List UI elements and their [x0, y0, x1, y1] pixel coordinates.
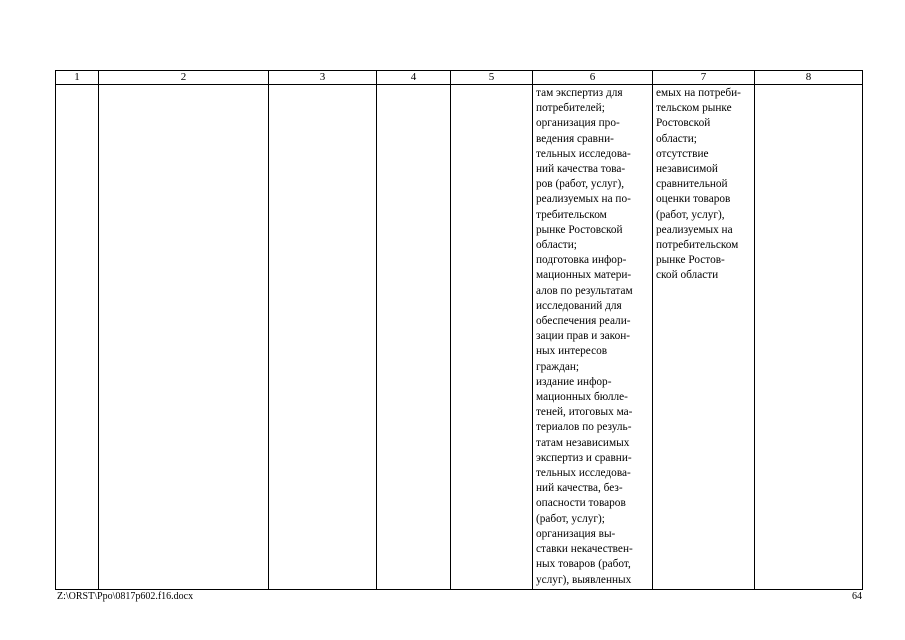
- column-header-4: 4: [377, 71, 451, 85]
- cell-col-2: [99, 85, 269, 590]
- cell-col-7: [653, 85, 755, 590]
- column-header-3: 3: [269, 71, 377, 85]
- header-row: [56, 71, 863, 85]
- column-header-6: 6: [533, 71, 653, 85]
- column-header-1: 1: [56, 71, 99, 85]
- cell-col-3: [269, 85, 377, 590]
- cell-col-6-text: там экспертиз для потребителей; организация про- ведения сравни- тельных исследова- ний качества това- ров (работ, услуг), реализуемых на по- требительском рынке Ростовской области; подготовка инфор- мационных матери- алов по результатам исследований для обеспечения реали- зации прав и закон- ных интересов граждан; издание инфор- мационных бюлле- теней, итоговых ма- териалов по резуль- татам независимых экспертиз и сравни- тельных исследова- ний качества, без- опасности товаров (работ, услуг); организация вы- ставки некачествен- ных товаров (работ, услуг), выявленных: [536, 87, 633, 586]
- cell-col-8: [755, 85, 863, 590]
- cell-col-5: [451, 85, 533, 590]
- column-header-8: 8: [755, 71, 863, 85]
- data-table: [55, 70, 863, 590]
- footer-page-number: 64: [852, 591, 862, 602]
- cell-col-1: [56, 85, 99, 590]
- cell-col-6: [533, 85, 653, 590]
- column-header-5: 5: [451, 71, 533, 85]
- column-header-7: 7: [653, 71, 755, 85]
- cell-col-4: [377, 85, 451, 590]
- cell-col-7-text: емых на потреби- тельском рынке Ростовской области; отсутствие независимой сравнительной оценки товаров (работ, услуг), реализуемых на потребительском рынке Ростов- ской области: [656, 87, 741, 282]
- table-row: [56, 85, 863, 590]
- column-header-2: 2: [99, 71, 269, 85]
- footer-file-path: Z:\ORST\Ppo\0817p602.f16.docx: [57, 591, 194, 602]
